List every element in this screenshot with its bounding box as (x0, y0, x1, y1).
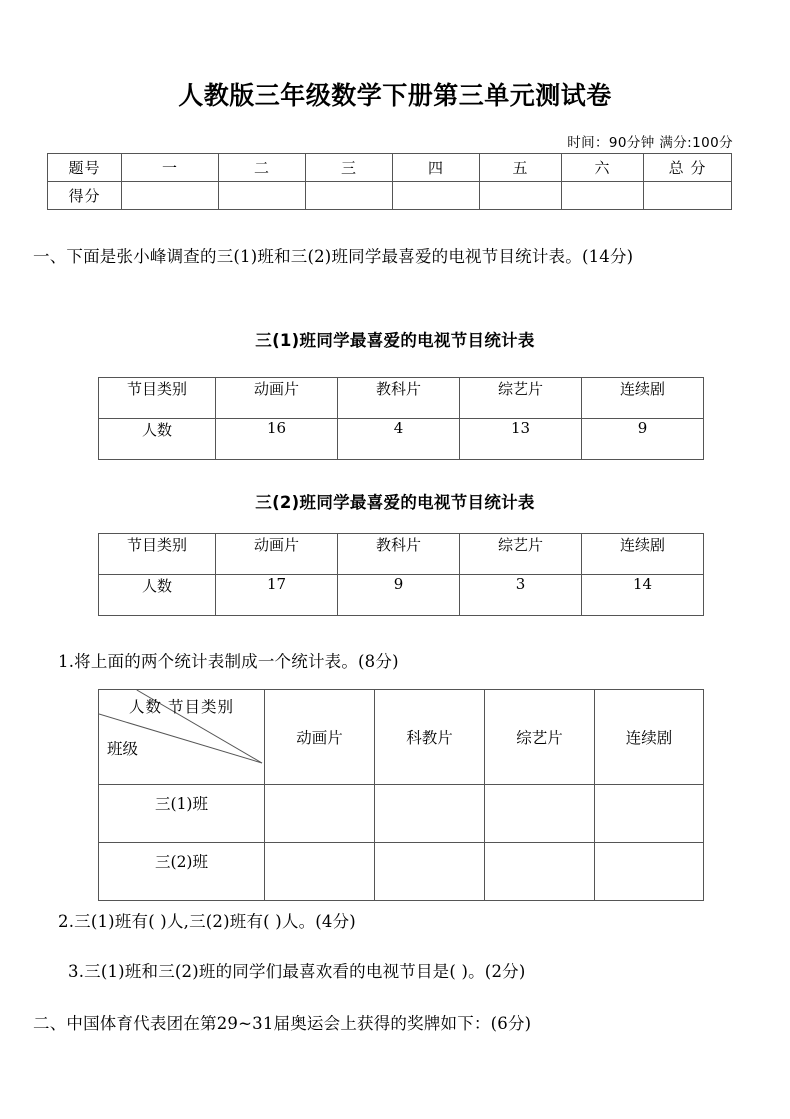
stat1-value-2: 13 (460, 419, 582, 460)
stat-table-1-caption: 三(1)班同学最喜爱的电视节目统计表 (255, 331, 535, 350)
score-table-col-1: 二 (219, 154, 306, 182)
stat2-header-4: 连续剧 (582, 534, 704, 575)
page-title: 人教版三年级数学下册第三单元测试卷 (178, 81, 612, 110)
combined-stat-table (98, 689, 704, 901)
score-cell-1[interactable] (219, 182, 306, 210)
combined-cell-1-1[interactable] (375, 843, 485, 901)
exam-meta-line: 时间：90分钟 满分:100分 (567, 135, 733, 151)
stat1-row-label: 人数 (99, 419, 216, 460)
question-2-text: 2.三(1)班有( )人,三(2)班有( )人。(4分) (58, 912, 356, 931)
combined-cell-1-2[interactable] (485, 843, 595, 901)
stat2-header-0: 节目类别 (99, 534, 216, 575)
score-cell-2[interactable] (306, 182, 393, 210)
diagonal-header-top-label: 人数 节目类别 (129, 698, 234, 716)
question-3-text: 3.三(1)班和三(2)班的同学们最喜欢看的电视节目是( )。(2分) (68, 962, 526, 981)
stat2-row-label: 人数 (99, 575, 216, 616)
score-table-col-3: 四 (393, 154, 480, 182)
table-row (48, 154, 732, 182)
combined-row-label-1: 三(2)班 (99, 843, 265, 901)
question-1-text: 1.将上面的两个统计表制成一个统计表。(8分) (58, 652, 399, 671)
stat1-value-3: 9 (582, 419, 704, 460)
score-table-row-label-1: 得分 (48, 182, 122, 210)
combined-cell-1-3[interactable] (595, 843, 704, 901)
diagonal-header-bottom-label: 班级 (107, 740, 139, 758)
combined-cell-0-2[interactable] (485, 785, 595, 843)
combined-row-label-0: 三(1)班 (99, 785, 265, 843)
combined-col-2: 综艺片 (485, 690, 595, 785)
stat1-value-1: 4 (338, 419, 460, 460)
table-row (99, 419, 704, 460)
table-row (99, 690, 704, 785)
table-row (99, 378, 704, 419)
stat1-header-3: 综艺片 (460, 378, 582, 419)
score-table (47, 153, 732, 210)
score-cell-0[interactable] (122, 182, 219, 210)
table-row (48, 182, 732, 210)
combined-cell-0-0[interactable] (265, 785, 375, 843)
stat2-header-3: 综艺片 (460, 534, 582, 575)
score-table-col-4: 五 (480, 154, 562, 182)
combined-cell-0-1[interactable] (375, 785, 485, 843)
combined-col-3: 连续剧 (595, 690, 704, 785)
section-2-prompt: 二、中国体育代表团在第29~31届奥运会上获得的奖牌如下：(6分) (33, 1014, 532, 1033)
stat1-value-0: 16 (216, 419, 338, 460)
score-table-col-0: 一 (122, 154, 219, 182)
table-row (99, 534, 704, 575)
combined-cell-0-3[interactable] (595, 785, 704, 843)
score-cell-total[interactable] (644, 182, 732, 210)
diagonal-header-cell (99, 690, 265, 785)
table-row (99, 785, 704, 843)
score-table-col-2: 三 (306, 154, 393, 182)
stat-table-2 (98, 533, 704, 616)
stat2-value-1: 9 (338, 575, 460, 616)
stat-table-1 (98, 377, 704, 460)
table-row (99, 575, 704, 616)
combined-col-0: 动画片 (265, 690, 375, 785)
stat2-header-1: 动画片 (216, 534, 338, 575)
stat1-header-4: 连续剧 (582, 378, 704, 419)
stat2-value-3: 14 (582, 575, 704, 616)
score-cell-5[interactable] (562, 182, 644, 210)
score-table-row-label-0: 题号 (48, 154, 122, 182)
stat1-header-1: 动画片 (216, 378, 338, 419)
section-1-prompt: 一、下面是张小峰调查的三(1)班和三(2)班同学最喜爱的电视节目统计表。(14分) (33, 247, 634, 266)
stat-table-2-caption: 三(2)班同学最喜爱的电视节目统计表 (255, 493, 535, 512)
combined-col-1: 科教片 (375, 690, 485, 785)
score-table-col-5: 六 (562, 154, 644, 182)
stat2-header-2: 教科片 (338, 534, 460, 575)
combined-cell-1-0[interactable] (265, 843, 375, 901)
stat1-header-2: 教科片 (338, 378, 460, 419)
table-row (99, 843, 704, 901)
stat2-value-0: 17 (216, 575, 338, 616)
score-table-col-total: 总 分 (644, 154, 732, 182)
score-cell-3[interactable] (393, 182, 480, 210)
score-cell-4[interactable] (480, 182, 562, 210)
stat1-header-0: 节目类别 (99, 378, 216, 419)
stat2-value-2: 3 (460, 575, 582, 616)
